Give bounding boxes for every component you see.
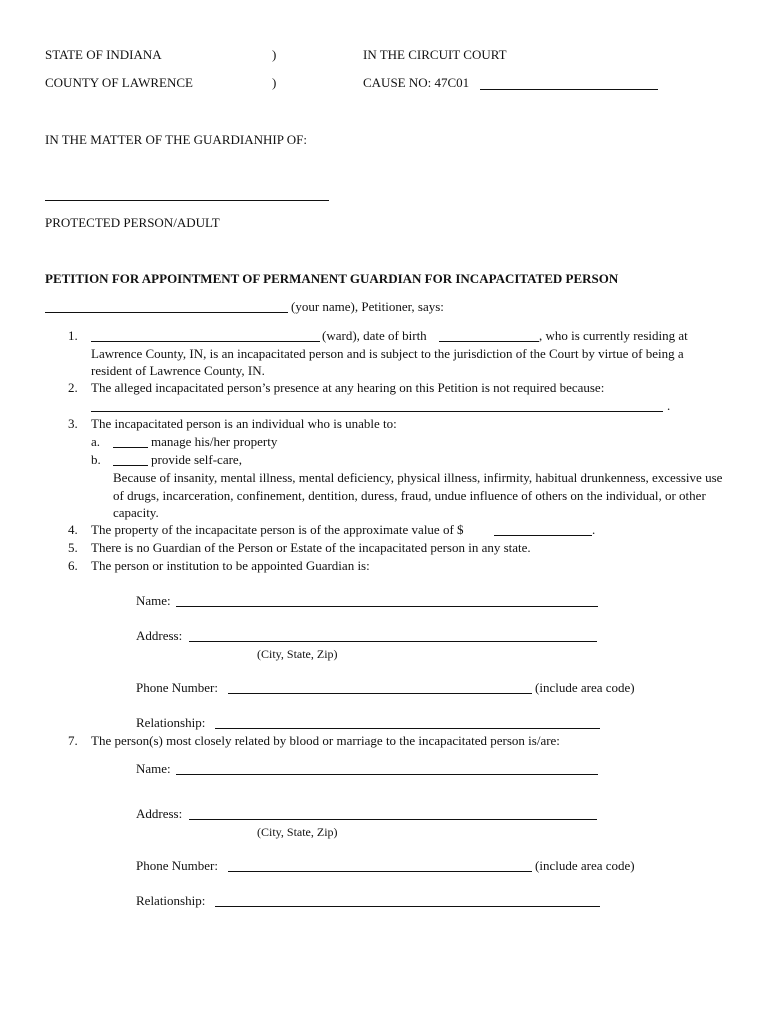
relative-address-field[interactable] <box>189 819 597 820</box>
relative-relationship-label: Relationship: <box>136 893 206 908</box>
guardian-relationship-field[interactable] <box>215 728 600 729</box>
relative-phone-label: Phone Number: <box>136 858 218 873</box>
item-6-text: The person or institution to be appointed Guardian is: <box>91 558 370 573</box>
item-1-line-3: resident of Lawrence County, IN. <box>91 363 265 378</box>
relative-name-field[interactable] <box>176 774 598 775</box>
court-label: IN THE CIRCUIT COURT <box>363 47 507 62</box>
relative-phone-field[interactable] <box>228 871 532 872</box>
guardian-name-label: Name: <box>136 593 171 608</box>
item-7-text: The person(s) most closely related by blood or marriage to the incapacitated person is/are: <box>91 733 560 748</box>
item-1-ward: (ward), date of birth <box>322 328 427 343</box>
item-5-text: There is no Guardian of the Person or Estate of the incapacitated person in any state. <box>91 540 531 555</box>
guardian-area-code-hint: (include area code) <box>535 680 635 695</box>
guardian-address-field[interactable] <box>189 641 597 642</box>
item-6-number: 6. <box>68 558 78 573</box>
relative-city-hint: (City, State, Zip) <box>257 825 338 839</box>
item-3a-label: a. <box>91 434 101 449</box>
item-4-dot: . <box>592 522 596 537</box>
item-3-text: The incapacitated person is an individual who is unable to: <box>91 416 397 431</box>
relative-relationship-field[interactable] <box>215 906 600 907</box>
guardian-name-field[interactable] <box>176 606 598 607</box>
manage-property-checkbox-line[interactable] <box>113 447 148 448</box>
guardian-address-label: Address: <box>136 628 183 643</box>
ward-name-field[interactable] <box>91 341 320 342</box>
item-2-number: 2. <box>68 380 78 395</box>
item-3b-text: provide self-care, <box>151 452 242 467</box>
reason-field[interactable] <box>91 411 663 412</box>
guardian-relationship-label: Relationship: <box>136 715 206 730</box>
item-7-number: 7. <box>68 733 78 748</box>
item-3-because: Because of insanity, mental illness, mental deficiency, physical illness, infirmity, habitual drunkenness, excessive use of drugs, incarceration, confinement, dentition, duress, fraud, undue influence of others on the individual, or other capacity. <box>113 470 723 520</box>
item-2-dot: . <box>667 398 671 413</box>
county-label: COUNTY OF LAWRENCE <box>45 75 193 90</box>
item-1-line-2: Lawrence County, IN, is an incapacitated person and is subject to the jurisdiction of the Court by virtue of being a <box>91 346 684 361</box>
petitioner-text: (your name), Petitioner, says: <box>291 299 444 314</box>
matter-heading: IN THE MATTER OF THE GUARDIANHIP OF: <box>45 132 307 147</box>
item-1-number: 1. <box>68 328 78 343</box>
guardian-phone-field[interactable] <box>228 693 532 694</box>
cause-number-field[interactable] <box>480 89 658 90</box>
cause-label: CAUSE NO: 47C01 <box>363 75 470 90</box>
relative-address-label: Address: <box>136 806 183 821</box>
protected-person-label: PROTECTED PERSON/ADULT <box>45 215 220 230</box>
protected-person-name-field[interactable] <box>45 200 329 201</box>
petition-title: PETITION FOR APPOINTMENT OF PERMANENT GUARDIAN FOR INCAPACITATED PERSON <box>45 271 619 286</box>
item-4-number: 4. <box>68 522 78 537</box>
paren-2: ) <box>272 75 277 90</box>
item-1-residing: , who is currently residing at <box>539 328 688 343</box>
relative-name-label: Name: <box>136 761 171 776</box>
date-of-birth-field[interactable] <box>439 341 539 342</box>
paren-1: ) <box>272 47 277 62</box>
guardian-city-hint: (City, State, Zip) <box>257 647 338 661</box>
relative-area-code-hint: (include area code) <box>535 858 635 873</box>
item-4-text: The property of the incapacitate person is of the approximate value of $ <box>91 522 464 537</box>
guardian-phone-label: Phone Number: <box>136 680 218 695</box>
state-label: STATE OF INDIANA <box>45 47 162 62</box>
property-value-field[interactable] <box>494 535 592 536</box>
item-3-number: 3. <box>68 416 78 431</box>
petitioner-name-field[interactable] <box>45 312 288 313</box>
item-3b-label: b. <box>91 452 101 467</box>
item-3a-text: manage his/her property <box>151 434 278 449</box>
item-2-text: The alleged incapacitated person’s presence at any hearing on this Petition is not required because: <box>91 380 605 395</box>
item-5-number: 5. <box>68 540 78 555</box>
self-care-checkbox-line[interactable] <box>113 465 148 466</box>
